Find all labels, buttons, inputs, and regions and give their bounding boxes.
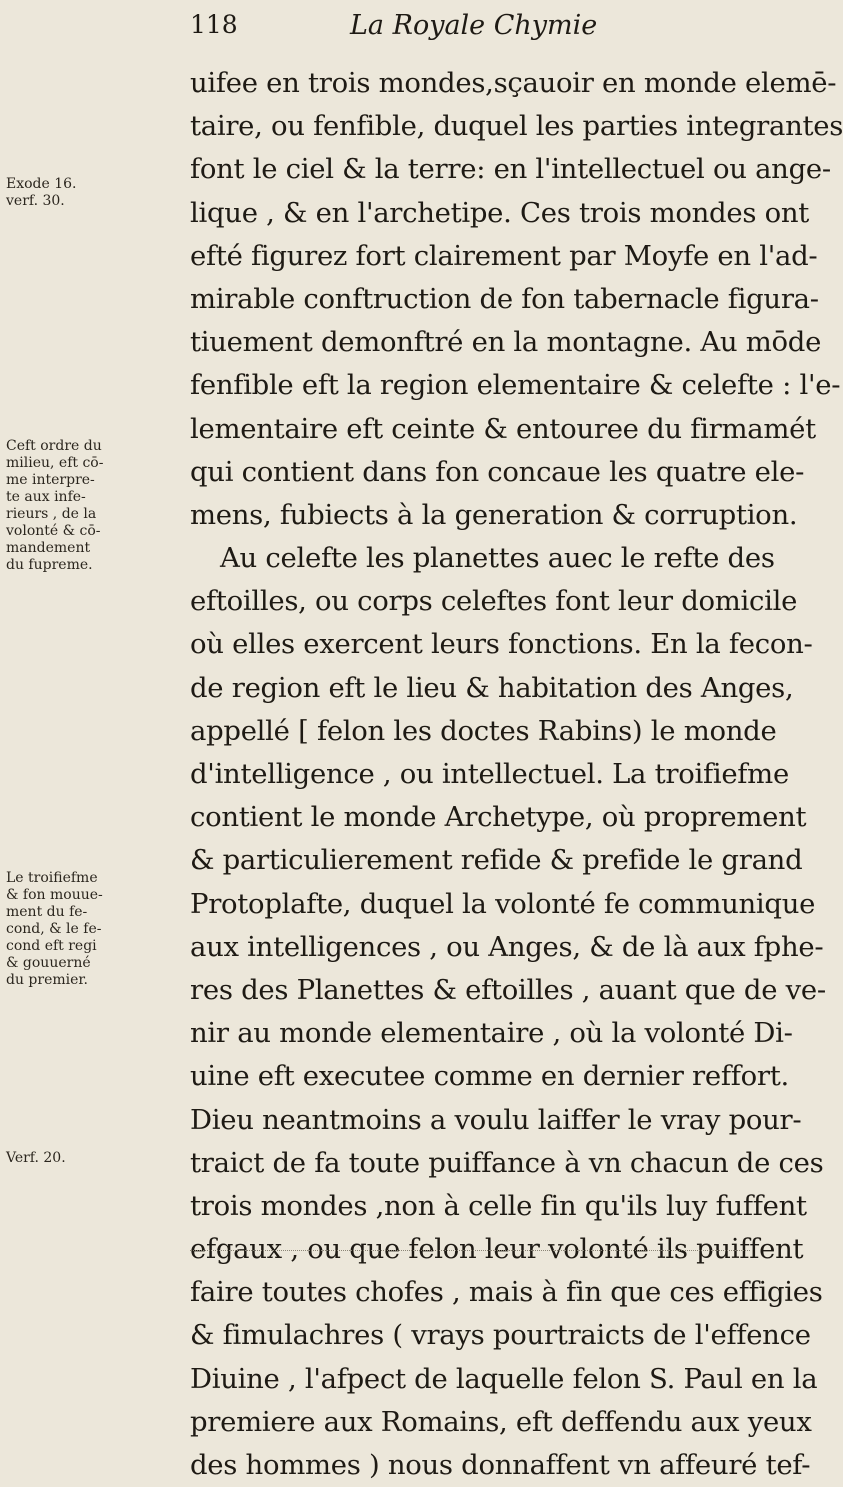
text-line: & fimulachres ( vrays pourtraicts de l'effence <box>190 1319 811 1352</box>
text-line: Diuine , l'afpect de laquelle felon S. Paul en la <box>190 1362 818 1395</box>
text-line: contient le monde Archetype, où proprement <box>190 801 807 834</box>
marginal-line: mandement <box>6 540 91 556</box>
marginal-line: rieurs , de la <box>6 506 97 522</box>
text-line: nir au monde elementaire , où la volonté Di- <box>190 1017 793 1050</box>
text-line: lique , & en l'archetipe. Ces trois mondes ont <box>190 196 810 229</box>
marginal-line: me interpre- <box>6 472 95 488</box>
text-line: appellé [ felon les doctes Rabins) le monde <box>190 714 777 747</box>
text-line: mirable conftruction de fon tabernacle figura- <box>190 282 819 315</box>
text-line: trois mondes ,non à celle fin qu'ils luy fuffent <box>190 1189 807 1222</box>
marginal-line: milieu, eft cō- <box>6 455 104 471</box>
text-line: uifee en trois mondes,sçauoir en monde elemē- <box>190 67 837 99</box>
text-line: faire toutes chofes , mais à fin que ces effigies <box>190 1276 823 1309</box>
text-line: taire, ou fenfible, duquel les parties integrantes <box>190 110 843 143</box>
running-title: La Royale Chymie <box>350 10 598 41</box>
text-line: lementaire eft ceinte & entouree du firmamét <box>190 412 816 445</box>
text-line: efté figurez fort clairement par Moyfe en l'ad- <box>190 239 818 272</box>
text-line: des hommes ) nous donnaffent vn affeuré tef- <box>190 1449 811 1481</box>
marginal-line: cond, & le fe- <box>6 921 102 937</box>
marginal-note-verse20 <box>6 1150 66 1167</box>
text-line: res des Planettes & eftoilles , auant que de ve- <box>190 973 826 1006</box>
text-line: Protoplafte, duquel la volonté fe communique <box>190 887 816 920</box>
marginal-line: cond eft regi <box>6 938 97 954</box>
marginal-line: volonté & cō- <box>6 523 101 539</box>
text-line: traict de fa toute puiffance à vn chacun de ces <box>190 1146 824 1179</box>
marginal-line: Le troifiefme <box>6 870 98 886</box>
marginal-line: verf. 30. <box>6 193 65 209</box>
text-line: font le ciel & la terre: en l'intellectuel ou ange- <box>190 153 831 186</box>
marginal-line: & gouuerné <box>6 955 91 971</box>
marginal-line: du fupreme. <box>6 557 93 573</box>
page-number: 118 <box>190 10 238 39</box>
marginal-line: te aux infe- <box>6 489 86 505</box>
text-line: de region eft le lieu & habitation des Anges, <box>190 671 794 704</box>
text-line: d'intelligence , ou intellectuel. La troifiefme <box>190 758 789 790</box>
text-line: fenfible eft la region elementaire & celefte : l'e- <box>190 369 841 402</box>
text-line: aux intelligences , ou Anges, & de là aux fphe- <box>190 930 824 963</box>
text-line: Dieu neantmoins a voulu laiffer le vray pour- <box>190 1103 802 1136</box>
marginal-note-troisieme <box>6 870 103 989</box>
page-header <box>190 10 750 58</box>
text-line: Au celefte les planettes auec le refte des <box>220 542 775 575</box>
text-line: tiuement demonftré en la montagne. Au mōde <box>190 326 822 359</box>
text-line: qui contient dans fon concaue les quatre ele- <box>190 455 805 488</box>
text-line: premiere aux Romains, eft deffendu aux yeux <box>190 1405 812 1438</box>
text-line: mens, fubiects à la generation & corruption. <box>190 498 798 531</box>
footer-rule <box>190 1250 750 1252</box>
text-line: eftoilles, ou corps celeftes font leur domicile <box>190 585 798 618</box>
marginal-line: Exode 16. <box>6 176 77 192</box>
marginal-line: ment du fe- <box>6 904 88 920</box>
marginal-line: Verf. 20. <box>6 1150 66 1166</box>
text-line: uine eft executee comme en dernier reffort. <box>190 1060 789 1093</box>
marginal-note-centre <box>6 438 103 574</box>
marginal-line: du premier. <box>6 972 89 988</box>
marginal-line: Ceft ordre du <box>6 438 102 454</box>
text-line: efgaux , ou que felon leur volonté ils puiffent <box>190 1233 804 1266</box>
text-line: où elles exercent leurs fonctions. En la fecon- <box>190 628 813 661</box>
marginal-note-exode <box>6 176 77 210</box>
marginal-line: & fon mouue- <box>6 887 103 903</box>
body-text <box>190 62 843 1487</box>
text-line: & particulierement refide & prefide le grand <box>190 844 803 877</box>
